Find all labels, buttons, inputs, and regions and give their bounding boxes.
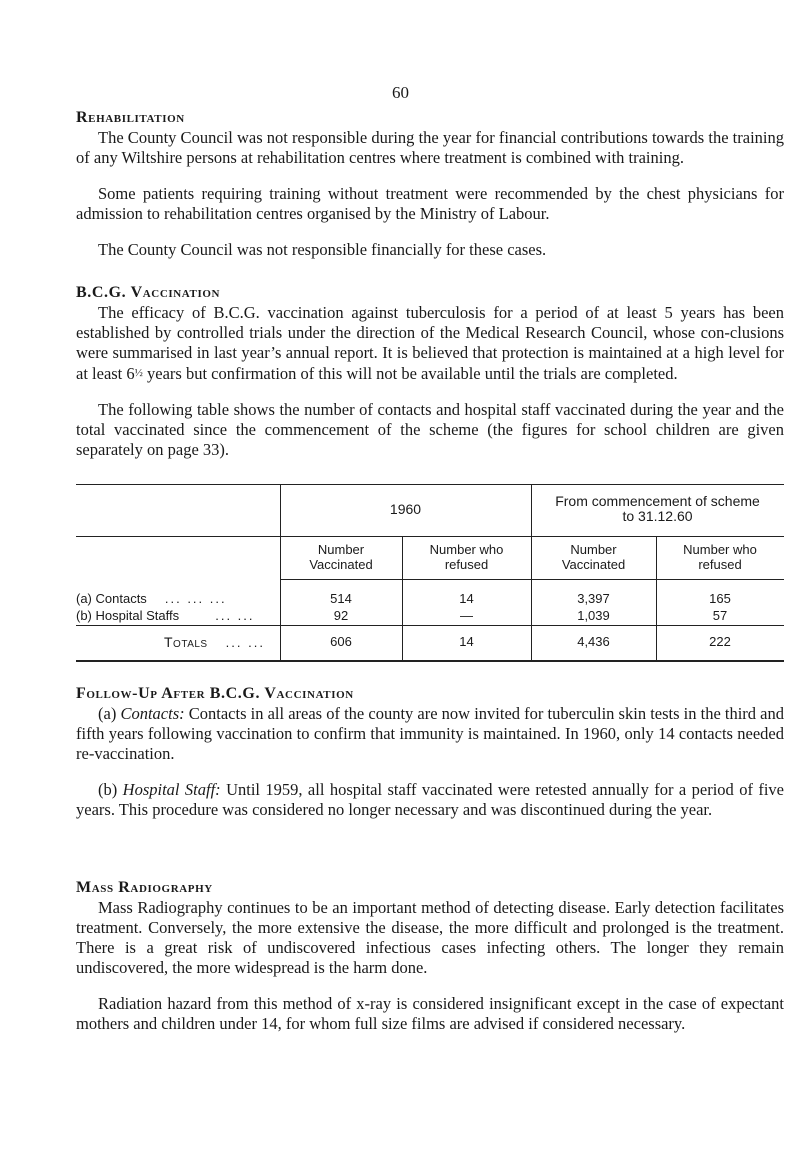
table-rule-body-bottom — [76, 625, 784, 626]
cell-contacts-vacc-1960: 514 — [330, 591, 352, 606]
col-label-line-1: Number who — [683, 542, 757, 557]
cell-contacts-ref-total: 165 — [709, 591, 731, 606]
bcg-p1-text-b: years but confirmation of this will not be available until the trials are completed. — [142, 364, 678, 383]
col-number-vaccinated-1960 — [280, 542, 402, 572]
heading-bcg: B.C.G. Vaccination — [76, 284, 221, 301]
col-label-line-2: Vaccinated — [309, 557, 373, 572]
followup-paragraph-a — [76, 704, 784, 764]
table-rule-bottom — [76, 660, 784, 662]
rehab-paragraph-2: Some patients requiring training without treatment were recommended by the chest physicians for admission to rehabilitation centres organised by the Ministry of Labour. — [76, 184, 784, 223]
col-label-line-2: refused — [444, 557, 489, 572]
cell-contacts-ref-1960: 14 — [459, 591, 474, 606]
cell-staffs-vacc-1960: 92 — [333, 608, 349, 623]
para-label: (b) — [98, 780, 118, 799]
para-term: Contacts: — [120, 704, 185, 723]
heading-mass-radiography: Mass Radiography — [76, 879, 213, 896]
vaccination-table — [76, 484, 784, 650]
table-rule-top — [76, 484, 784, 485]
cell-staffs-ref-1960: — — [460, 608, 473, 623]
bcg-p1-text-a: The efficacy of B.C.G. vaccination against tuberculosis for a period of at least 5 years has been established by controlled trials under the direction of the Medical Research Council, whose con-clusions were summarised in last year’s annual report. It is believed that protection is maintained at a high level for at least 6 — [76, 303, 784, 383]
section-mass-radiography — [76, 878, 784, 1034]
col-label-line-1: Number — [317, 542, 365, 557]
header-1960: 1960 — [389, 501, 422, 517]
row-label-totals — [164, 634, 265, 650]
col-label-line-1: Number — [570, 542, 617, 557]
cell-staffs-vacc-total: 1,039 — [577, 608, 610, 623]
leader-dots: ... ... ... — [164, 591, 227, 606]
row-label-text: (b) Hospital Staffs — [76, 608, 180, 623]
para-label: (a) — [98, 704, 117, 723]
header-since-commencement — [531, 494, 784, 524]
bcg-paragraph-1 — [76, 303, 784, 384]
col-number-vaccinated-total — [531, 542, 656, 572]
followup-paragraph-b — [76, 780, 784, 820]
col-number-refused-1960 — [402, 542, 531, 572]
para-term: Hospital Staff: — [122, 780, 221, 799]
table-rule-header-mid — [76, 536, 784, 537]
section-rehabilitation — [76, 108, 784, 260]
col-label-line-2: refused — [698, 557, 742, 572]
section-bcg — [76, 283, 784, 460]
leader-dots: ... ... — [225, 635, 265, 650]
col-label-line-2: Vaccinated — [561, 557, 626, 572]
col-number-refused-total — [656, 542, 784, 572]
row-label-text: (a) Contacts — [76, 591, 147, 606]
totals-label-text: Totals — [164, 634, 208, 650]
section-follow-up — [76, 684, 784, 820]
header-since-line-2: to 31.12.60 — [622, 508, 693, 524]
heading-rehabilitation: Rehabilitation — [76, 109, 185, 126]
rehab-paragraph-1: The County Council was not responsible during the year for financial contributions towards the training of any Wiltshire persons at rehabilitation centres where treatment is combined with training. — [76, 128, 784, 167]
mass-paragraph-2: Radiation hazard from this method of x-ray is considered insignificant except in the case of expectant mothers and children under 14, for whom full size films are advised if considered necessary. — [76, 994, 784, 1033]
leader-dots: ... ... — [215, 608, 255, 623]
header-since-line-1: From commencement of scheme — [555, 493, 760, 509]
row-label-hospital-staffs — [76, 608, 255, 623]
cell-totals-ref-total: 222 — [709, 634, 731, 649]
cell-contacts-vacc-total: 3,397 — [577, 591, 610, 606]
col-label-line-1: Number who — [429, 542, 504, 557]
bcg-paragraph-2: The following table shows the number of contacts and hospital staff vaccinated during the year and the total vaccinated since the commencement of the scheme (the figures for school children are given separately on page 33). — [76, 400, 784, 459]
cell-totals-ref-1960: 14 — [459, 634, 474, 649]
mass-paragraph-1: Mass Radiography continues to be an important method of detecting disease. Early detection facilitates treatment. Conversely, the more extensive the disease, the more difficult and prolonged is the treatment. There is a great risk of undiscovered infectious cases infecting others. The longer they remain undiscovered, the more widespread is the harm done. — [76, 898, 784, 977]
cell-staffs-ref-total: 57 — [712, 608, 728, 623]
page-number: 60 — [392, 83, 409, 102]
row-label-contacts — [76, 591, 227, 606]
cell-totals-vacc-total: 4,436 — [577, 634, 610, 649]
para-text: Contacts in all areas of the county are now invited for tuberculin skin tests in the third and fifth years following vaccination to confirm that immunity is maintained. In 1960, only 14 contacts needed re-vaccination. — [76, 704, 785, 763]
table-rule-header-bottom — [280, 579, 784, 580]
rehab-paragraph-3: The County Council was not responsible financially for these cases. — [98, 240, 547, 259]
half-fraction: ½ — [134, 367, 143, 379]
heading-follow-up: Follow-Up After B.C.G. Vaccination — [76, 685, 354, 702]
cell-totals-vacc-1960: 606 — [330, 634, 352, 649]
para-text: Until 1959, all hospital staff vaccinated were retested annually for a period of five years. This procedure was considered no longer necessary and was discontinued during the year. — [76, 780, 785, 819]
